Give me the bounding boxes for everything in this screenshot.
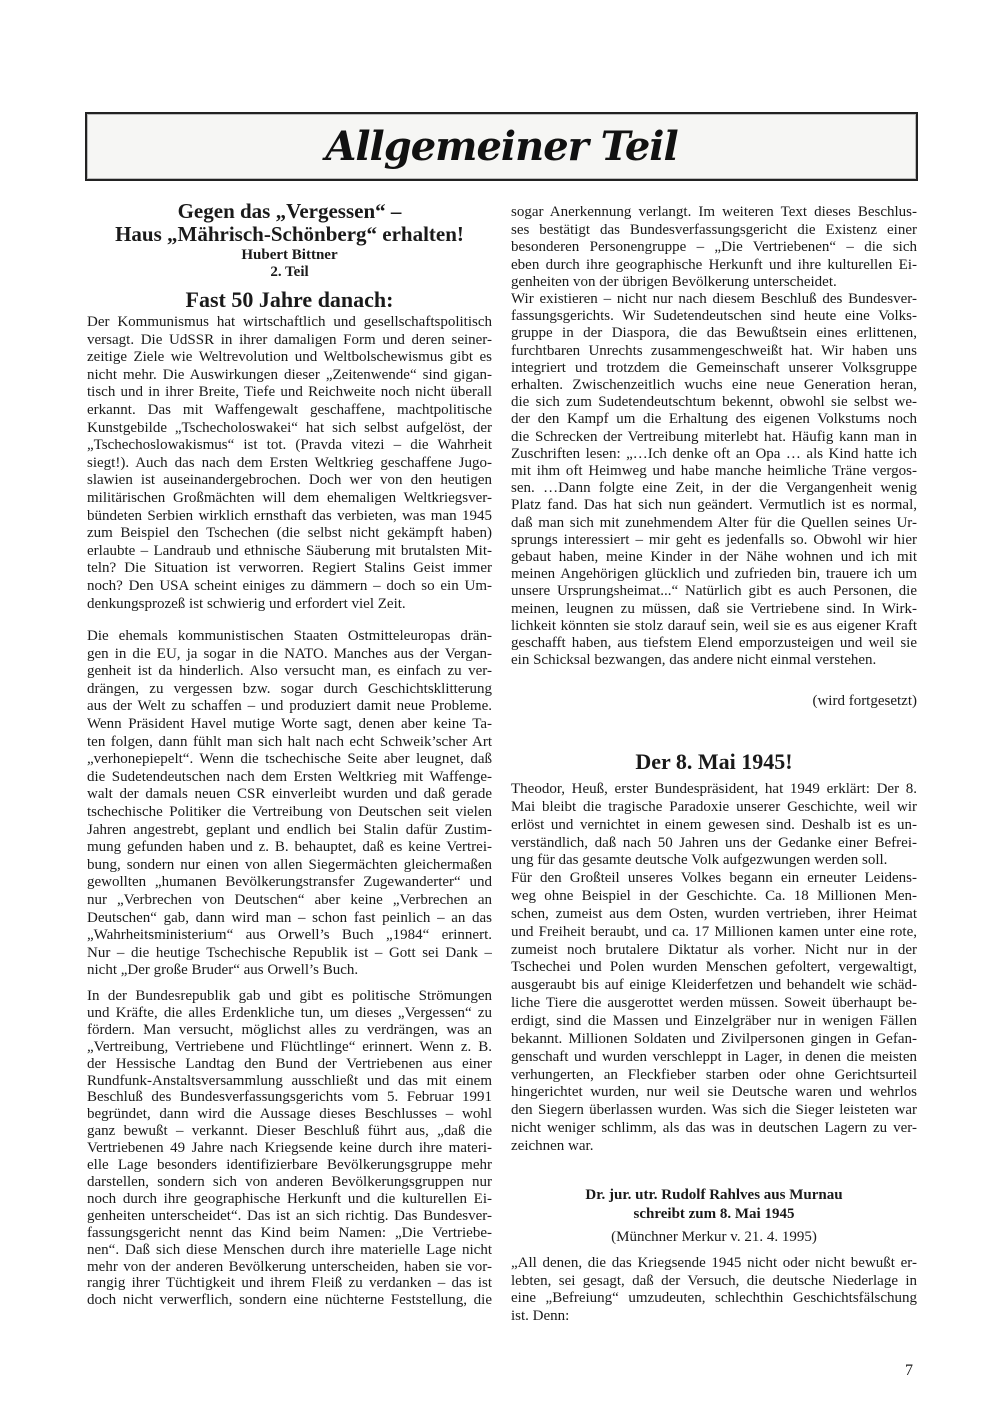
article-headline — [87, 200, 492, 246]
text-line: Deutschen“ gab, dann wird man – schon fast peinlich – an das — [87, 909, 492, 926]
paragraph — [511, 781, 917, 870]
text-line: slawien ist auseinandergebrochen. Doch wer von den heutigen — [87, 472, 492, 489]
text-line: tschechische Politiker die Vertreibung von Deutschen seit vielen — [87, 803, 492, 820]
text-line: genschaft und wurden verschleppt in Lager, in denen die meisten — [511, 1048, 917, 1065]
text-line: der Hessische Landtag den Bund der Vertriebenen aus einer — [87, 1055, 492, 1072]
text-line: „Wahrheitsministerium“ aus Orwell’s Buch „1984“ erinnert. — [87, 927, 492, 944]
text-line: hingerichtet wurden, nur weil sie Deutsche waren und wehrlos — [511, 1084, 917, 1101]
text-line: zeichnen war. — [511, 1137, 594, 1154]
text-line: nur „Verbrechen von Deutschen“ aber keine „Verbrechen an — [87, 891, 492, 908]
text-line: Tschechei und Polen wurden Menschen gefoltert, vergewaltigt, — [511, 959, 917, 976]
text-line: unsere Ursprungsheimat...“ Natürlich gibt es auch Personen, die — [511, 583, 917, 600]
text-line: „Tschechoslowakismus“ ist tot. (Pravda vitezi – die Wahrheit — [87, 437, 492, 454]
text-line: teln? Die Situation ist verworren. Regiert Stalins Geist immer — [87, 560, 492, 577]
paragraph — [511, 204, 917, 292]
text-line: Mai bleibt die tragische Paradoxie unserer Geschichte, weil wir — [511, 798, 917, 815]
text-line: elle Lage besonders identifizierbare Bevölkerungsgruppe mehr — [87, 1157, 492, 1174]
text-line: liche Tiere die ausgerottet werden müssen. Soweit überhaupt be- — [511, 995, 917, 1012]
text-line: eben durch ihre geographische Herkunft und ihre kulturellen Ei- — [511, 256, 917, 273]
text-line: ses bestätigt das Bundesverfassungsgericht die Existenz einer — [511, 221, 917, 238]
text-line: noch durch ihre geographische Herkunft und die kulturellen Ei- — [87, 1190, 492, 1207]
text-line: In der Bundesrepublik gab und gibt es politische Strömungen — [87, 988, 492, 1004]
text-line: genheiten unterscheidet“. Das ist an sich richtig. Das Bundesver- — [87, 1207, 492, 1224]
paragraph — [511, 291, 917, 669]
text-line: schen, zumeist aus dem Osten, wurden vertrieben, ihrer Heimat — [511, 905, 917, 922]
text-line: sogar Anerkennung verlangt. Im weiteren Text dieses Beschlus- — [511, 204, 917, 220]
text-line: die Schrecken der Vertreibung miterlebt hat. Häufig kann man in — [511, 428, 917, 445]
text-line: Für den Großteil unseres Volkes begann ein erneuter Leidens- — [511, 870, 917, 887]
text-line: verständlich, daß nach 50 Jahren uns der Gedanke einer Befrei- — [511, 834, 917, 851]
text-line: „All denen, die das Kriegsende 1945 nicht oder nicht bewußt er- — [511, 1255, 917, 1271]
text-line: Beschluß des Bundesverfassungsgerichts vom 5. Februar 1991 — [87, 1089, 492, 1106]
text-line: fassungsgerichts. Wir Sudetendeutschen sind heute eine Volks- — [511, 308, 917, 325]
text-line: zeitige Ziele wie Weltrevolution und Weltbolschewismus gibt es — [87, 349, 492, 366]
text-line: nen“. Daß sich diese Menschen durch ihre materielle Lage nicht — [87, 1241, 492, 1258]
text-line: gewollten „humanen Bevölkerungstransfer Zugewanderter“ und — [87, 874, 492, 891]
author: Hubert Bittner — [241, 247, 338, 263]
section-title-banner — [85, 112, 918, 181]
text-line: militärischen Großmächten will dem ehemaligen Weltkriegsver- — [87, 489, 492, 506]
text-line: darstellen, sondern sich von anderen Bevölkerungsgruppen nur — [87, 1173, 492, 1190]
headline-line: Gegen das „Vergessen“ – — [177, 199, 402, 223]
text-line: Zuschriften lesen: „…Ich denke oft an Opa … als Kind hatte ich — [511, 445, 917, 462]
text-line: integriert und trotzdem die Gemeinschaft unserer Volksgruppe — [511, 359, 917, 376]
text-line: nicht weniger schlimm, als das was in deutschen Lagern zu ver- — [511, 1120, 917, 1137]
text-line: der den Kampf um die Erhaltung des eigenen Volkstums noch — [511, 411, 917, 428]
text-line: furchtbaren Unrechts zusammengeschweißt hat. Wir haben uns — [511, 342, 917, 359]
section-title: Allgemeiner Teil — [325, 123, 678, 170]
text-line: lebten, sei gesagt, daß der Versuch, die deutsche Niederlage in — [511, 1272, 917, 1289]
text-line: erhalten. Zwischenzeitlich wuchs eine neue Generation heran, — [511, 377, 917, 394]
source-citation: (Münchner Merkur v. 21. 4. 1995) — [611, 1229, 817, 1245]
text-line: und Freiheit beraubt, und ca. 17 Millionen kamen unter eine rote, — [511, 923, 917, 940]
text-line: begründet, dann wird die Aussage dieses Beschlusses – wohl — [87, 1106, 492, 1123]
headline-line: Dr. jur. utr. Rudolf Rahlves aus Murnau — [585, 1187, 843, 1203]
text-line: nicht „Der große Bruder“ aus Orwell’s Buch. — [87, 962, 359, 979]
text-line: eine „Befreiung“ umzudeuten, schlechthin Geschichtsfälschung — [511, 1290, 917, 1307]
text-line: besonderen Personengruppe – „Die Vertriebenen“ – die sich — [511, 239, 917, 255]
text-line: Der Kommunismus hat wirtschaftlich und gesellschaftspolitisch — [87, 314, 492, 330]
text-line: und Kräfte, die alles Erdenkliche tun, um dieses „Vergessen“ zu — [87, 1004, 492, 1021]
paragraph — [87, 988, 492, 1309]
text-line: versagt. Die UdSSR in ihrer damaligen Form und deren seiner- — [87, 331, 492, 348]
text-line: ganz bewußt – verkannt. Dieser Beschluß führt aus, „daß die — [87, 1123, 492, 1140]
headline-line: Haus „Mährisch-Schönberg“ erhalten! — [115, 222, 464, 246]
text-line: genheit ist da hinderlich. Also versucht man, es einfach zu ver- — [87, 663, 492, 680]
text-line: Jahren angestrebt, geplant und endlich bei Stalin dafür Zustim- — [87, 821, 492, 838]
text-line: Vertriebenen 49 Jahre nach Kriegsende keine durch ihre materi- — [87, 1140, 492, 1157]
text-line: verhungerten, an Fleckfieber starben oder ohne Gerichtsurteil — [511, 1066, 917, 1083]
text-line: noch? Den USA scheint einiges zu dämmern – doch so ein Um- — [87, 577, 492, 594]
text-line: sprungs interessiert – mir geht es jedenfalls so. Obwohl wir hier — [511, 531, 917, 548]
article-headline — [511, 1186, 917, 1224]
article-subheading: Fast 50 Jahre danach: — [185, 287, 394, 312]
text-line: bung, sondern nur einen von allen Siegermächten gleichermaßen — [87, 856, 492, 873]
continued-note: (wird fortgesetzt) — [812, 693, 917, 709]
text-line: sen. …Dann folgte eine Zeit, in der die Vergangenheit wenig — [511, 480, 917, 497]
text-line: rangig ihrer Tüchtigkeit und ihrem Fleiß zu verdanken – das ist — [87, 1275, 492, 1292]
text-line: Theodor, Heuß, erster Bundespräsident, hat 1949 erklärt: Der 8. — [511, 781, 917, 797]
text-line: tisch und in ihrer Breite, Tiefe und Reichweite noch nicht überall — [87, 384, 492, 401]
text-line: Die ehemals kommunistischen Staaten Ostmitteleuropas drän- — [87, 628, 492, 644]
text-line: zumeist noch brutalere Diktatur als vorher. Nicht nur in der — [511, 941, 917, 958]
text-line: meinen Angehörigen glücklich und zufrieden bin, trauere ich um — [511, 566, 917, 583]
text-line: „Vertreibung, Vertriebene und Flüchtlinge“ erinnert. Wenn z. B. — [87, 1038, 492, 1055]
text-line: die sich zum Sudetendeutschtum bekennt, obwohl sie selbst we- — [511, 394, 917, 411]
text-line: daß man sich mit zunehmendem Alter für die Quellen seines Ur- — [511, 514, 917, 531]
text-line: Kunstgebilde „Tschecholoswakei“ hat sich selbst aufgelöst, der — [87, 419, 492, 436]
text-line: Wenn Präsident Havel mutige Worte sagt, denen aber keine Ta- — [87, 715, 492, 732]
paragraph — [87, 314, 492, 613]
text-line: erlaubte – Landraub und ethnische Säuberung mit brutalsten Mit- — [87, 542, 492, 559]
text-line: ten folgen, dann fühlt man sich halt nach echt Schweik’scher Art — [87, 733, 492, 750]
text-line: Nur – die heutige Tschechische Republik ist – Gott sei Dank – — [87, 944, 492, 961]
text-line: ist. Denn: — [511, 1307, 570, 1324]
text-line: Rundfunk-Anstaltsversammlung ausschließt und das mit einem — [87, 1072, 492, 1089]
text-line: gebaut haben, meine Kinder in der Nähe wohnen und ich mit — [511, 549, 917, 566]
text-line: ung für das gesamte deutsche Volk aufgezwungen werden soll. — [511, 852, 888, 869]
text-line: mehr von der anderen Bevölkerung unterscheiden, haben sie vor- — [87, 1258, 492, 1275]
page-number: 7 — [905, 1362, 913, 1379]
text-line: den Siegern überlassen wurden. Was sich die Sieger leisteten war — [511, 1102, 917, 1119]
text-line: genheiten von der übrigen Bevölkerung unterscheidet. — [511, 274, 837, 290]
text-line: gen in die EU, ja sogar in die NATO. Manches aus der Vergan- — [87, 645, 492, 662]
article-headline: Der 8. Mai 1945! — [635, 749, 793, 774]
text-line: zum Beispiel den Tschechen (die selbst nicht gekämpft haben) — [87, 525, 492, 542]
text-line: „verhonepiepelt“. Wenn die tschechische Seite aber leugnet, daß — [87, 751, 492, 768]
text-line: mung gefunden haben und z. B. behauptet, daß es keine Vertrei- — [87, 839, 492, 856]
text-line: Wir existieren – nicht nur nach diesem Beschluß des Bundesver- — [511, 291, 917, 307]
text-line: gruppe in der Diaspora, die das Bewußtsein eines erlittenen, — [511, 325, 917, 342]
text-line: doch nicht verwerflich, sondern eine nüchterne Feststellung, die — [87, 1292, 492, 1309]
text-line: fördern. Man versucht, möglichst alles zu verdrängen, was an — [87, 1021, 492, 1038]
text-line: denkungsprozeß ist schwierig und erfordert viel Zeit. — [87, 595, 406, 612]
text-line: Platz fand. Das hat sich nun geändert. Vermutlich ist es normal, — [511, 497, 917, 514]
paragraph — [511, 870, 917, 1156]
text-line: ausgeraubt bis auf einige Kleiderfetzen und behandelt wie schäd- — [511, 977, 917, 994]
text-line: lichkeit könnten sie stolz darauf sein, weil sie es aus eigener Kraft — [511, 617, 917, 634]
text-line: bündeten Serbien wirklich ernsthaft das verbieten, was man 1945 — [87, 507, 492, 524]
part-label: 2. Teil — [270, 264, 309, 280]
text-line: bekannt. Millionen Soldaten und Zivilpersonen gingen in Gefan- — [511, 1030, 917, 1047]
text-line: aus der Welt zu schaffen – und produziert damit neue Probleme. — [87, 698, 492, 715]
text-line: nicht mehr. Die Auswirkungen dieser „Zeitenwende“ sind gigan- — [87, 366, 492, 383]
text-line: weg ohne Beispiel in der Geschichte. Ca. 18 Millionen Men- — [511, 888, 917, 905]
text-line: die Sudetendeutschen nach dem Ersten Weltkrieg mit Waffenge- — [87, 768, 492, 785]
article-byline — [87, 247, 492, 281]
text-line: meinen, leugnen zu müssen, daß sie Vertriebene sind. In Wirk- — [511, 600, 917, 617]
headline-line: schreibt zum 8. Mai 1945 — [633, 1206, 795, 1222]
paragraph — [511, 1255, 917, 1325]
text-line: erdigt, sind die Massen und Einzelgräber nur in wenigen Fällen — [511, 1013, 917, 1029]
text-line: drängen, zu vergessen bzw. sogar durch Geschichtsklitterung — [87, 680, 492, 697]
text-line: ein Schicksal bezwangen, das andere nicht einmal verstehen. — [511, 652, 877, 669]
text-line: mit ihm oft Heimweg und habe manche heimliche Träne vergos- — [511, 463, 917, 480]
text-line: erkannt. Das mit Waffengewalt geschaffene, machtpolitische — [87, 401, 492, 418]
text-line: erlöst und vernichtet in einem gewesen sind. Deshalb ist es un- — [511, 816, 917, 833]
paragraph — [87, 628, 492, 980]
text-line: geschafft haben, aus tiefstem Elend emporzusteigen und weil sie — [511, 635, 917, 652]
text-line: fassungsgericht nennt das Kind beim Namen: „Die Vertriebe- — [87, 1224, 492, 1241]
text-line: siegt!). Auch das nach dem Ersten Weltkrieg geschaffene Jugo- — [87, 454, 492, 471]
text-line: walt der damals neuen CSR einverleibt wurden und daß gerade — [87, 786, 492, 803]
